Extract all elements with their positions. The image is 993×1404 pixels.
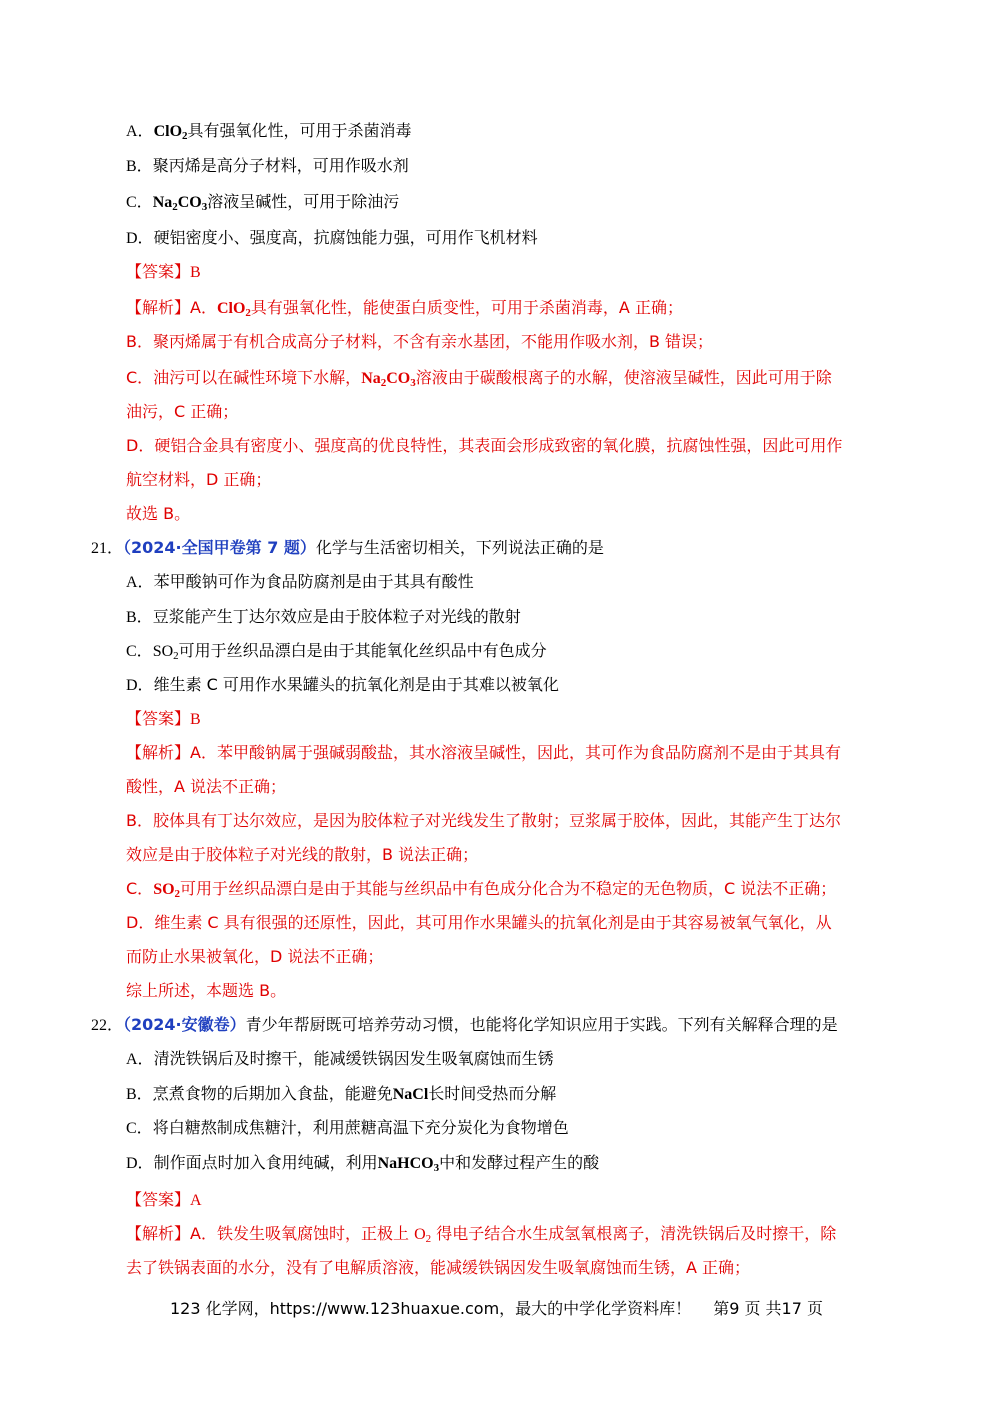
q21-analysis-b-cont: 效应是由于胶体粒子对光线的散射，B 说法正确； bbox=[126, 845, 479, 864]
q22-option-a: A．清洗铁锅后及时擦干，能减缓铁锅因发生吸氧腐蚀而生锈 bbox=[126, 1049, 554, 1068]
q20-analysis-a: 【解析】A．ClO$_2$具有强氧化性，能使蛋白质变性，可用于杀菌消毒，A 正确； bbox=[126, 298, 683, 319]
q22-option-b: B．烹煮食物的后期加入食盐，能避免NaCl长时间受热而分解 bbox=[126, 1084, 557, 1103]
q20-analysis-c-cont: 油污，C 正确； bbox=[126, 402, 239, 421]
q21-option-a: A．苯甲酸钠可作为食品防腐剂是由于其具有酸性 bbox=[126, 572, 474, 591]
page-footer bbox=[0, 1298, 993, 1320]
q21-option-d: D．维生素 C 可用作水果罐头的抗氧化剂是由于其难以被氧化 bbox=[126, 675, 559, 694]
q20-option-d: D．硬铝密度小、强度高，抗腐蚀能力强，可用作飞机材料 bbox=[126, 228, 538, 247]
q21-answer: 【答案】B bbox=[126, 709, 201, 728]
q22-analysis-a-cont: 去了铁锅表面的水分，没有了电解质溶液，能减缓铁锅因发生吸氧腐蚀而生锈，A 正确； bbox=[126, 1258, 751, 1277]
q22-analysis-a: 【解析】A．铁发生吸氧腐蚀时，正极上 $O_2$ 得电子结合水生成氢氧根离子，清洗铁锅后及时擦干，除 bbox=[126, 1224, 837, 1245]
q22-option-d: D．制作面点时加入食用纯碱，利用NaHCO$_3$中和发酵过程产生的酸 bbox=[126, 1153, 600, 1174]
q21-stem: 21．（2024·全国甲卷第 7 题）化学与生活密切相关，下列说法正确的是 bbox=[91, 538, 604, 557]
q22-answer: 【答案】A bbox=[126, 1190, 202, 1209]
q20-analysis-c: C．油污可以在碱性环境下水解，$Na_2CO_3$溶液由于碳酸根离子的水解，使溶液呈碱性，因此可用于除 bbox=[126, 368, 832, 389]
q20-analysis-b: B．聚丙烯属于有机合成高分子材料，不含有亲水基团，不能用作吸水剂，B 错误； bbox=[126, 332, 714, 351]
q20-conclusion: 故选 B。 bbox=[126, 504, 191, 523]
footer-page-number: 第9 页 共17 页 bbox=[713, 1299, 823, 1318]
q21-analysis-c: C．$SO_2$可用于丝织品漂白是由于其能与丝织品中有色成分化合为不稳定的无色物质，C 说法不正确； bbox=[126, 879, 837, 900]
q20-analysis-d: D．硬铝合金具有密度小、强度高的优良特性，其表面会形成致密的氧化膜，抗腐蚀性强，因此可用作 bbox=[126, 436, 843, 455]
q22-option-c: C．将白糖熬制成焦糖汁，利用蔗糖高温下充分炭化为食物增色 bbox=[126, 1118, 569, 1137]
q20-analysis-d-cont: 航空材料，D 正确； bbox=[126, 470, 272, 489]
q20-option-a: A．ClO$_2$具有强氧化性，可用于杀菌消毒 bbox=[126, 121, 412, 142]
footer-site-text: 123 化学网，https://www.123huaxue.com，最大的中学化学资料库！ bbox=[169, 1299, 692, 1318]
q21-analysis-d-cont: 而防止水果被氧化，D 说法不正确； bbox=[126, 947, 384, 966]
q21-analysis-b: B．胶体具有丁达尔效应，是因为胶体粒子对光线发生了散射；豆浆属于胶体，因此，其能产生丁达尔 bbox=[126, 811, 841, 830]
q21-conclusion: 综上所述，本题选 B。 bbox=[126, 981, 287, 1000]
q20-answer: 【答案】B bbox=[126, 262, 201, 281]
q22-stem: 22．（2024·安徽卷）青少年帮厨既可培养劳动习惯，也能将化学知识应用于实践。下列有关解释合理的是 bbox=[91, 1015, 838, 1034]
q21-option-b: B．豆浆能产生丁达尔效应是由于胶体粒子对光线的散射 bbox=[126, 607, 521, 626]
q21-analysis-a-cont: 酸性，A 说法不正确； bbox=[126, 777, 287, 796]
q21-analysis-a: 【解析】A．苯甲酸钠属于强碱弱酸盐，其水溶液呈碱性，因此，其可作为食品防腐剂不是由于其具有 bbox=[126, 743, 841, 762]
q20-option-b: B．聚丙烯是高分子材料，可用作吸水剂 bbox=[126, 156, 409, 175]
q20-option-c: C．$Na_2CO_3$溶液呈碱性，可用于除油污 bbox=[126, 192, 400, 213]
q21-analysis-d: D．维生素 C 具有很强的还原性，因此，其可用作水果罐头的抗氧化剂是由于其容易被氧气氧化，从 bbox=[126, 913, 832, 932]
q21-option-c: C．$SO_2$可用于丝织品漂白是由于其能氧化丝织品中有色成分 bbox=[126, 641, 547, 662]
